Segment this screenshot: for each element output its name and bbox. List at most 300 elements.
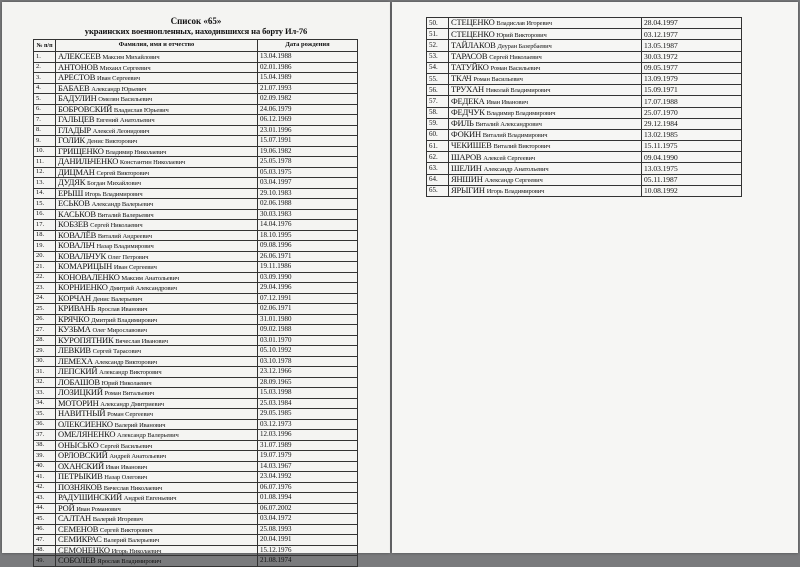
row-full-name — [56, 104, 258, 115]
table-header-row — [34, 40, 358, 52]
row-surname: ЕРЫШ — [58, 188, 84, 198]
row-birth-date: 15.03.1998 — [258, 388, 358, 399]
row-number: 41. — [34, 472, 56, 483]
row-given-names: Александр Валерьевич — [117, 432, 179, 439]
row-surname: ЧЕКИШЕВ — [451, 140, 492, 151]
row-surname: АЛЕКСЕЕВ — [58, 51, 101, 61]
row-surname: ДИЦМАН — [58, 167, 95, 177]
table-row — [34, 125, 358, 136]
row-full-name — [56, 293, 258, 304]
row-birth-date: 25.07.1970 — [642, 107, 742, 118]
table-row — [34, 440, 358, 451]
row-birth-date: 12.03.1996 — [258, 430, 358, 441]
row-number: 6. — [34, 104, 56, 115]
table-row — [34, 251, 358, 262]
row-surname: КОМАРИЦЫН — [58, 261, 113, 271]
row-given-names: Валерий Игоревич — [92, 516, 143, 523]
row-birth-date: 26.06.1971 — [258, 251, 358, 262]
row-given-names: Сергей Николаевич — [90, 222, 143, 229]
row-surname: ЛЕВКИВ — [58, 345, 91, 355]
row-surname: РОЙ — [58, 503, 75, 513]
row-surname: МОТОРИН — [58, 398, 99, 408]
row-number: 7. — [34, 115, 56, 126]
row-full-name — [56, 209, 258, 220]
row-full-name — [56, 314, 258, 325]
row-surname: БАДУЛИН — [58, 93, 97, 103]
row-given-names: Виталий Александрович — [475, 121, 542, 129]
row-birth-date: 10.08.1992 — [642, 185, 742, 196]
row-birth-date: 29.12.1984 — [642, 118, 742, 129]
row-number: 17. — [34, 220, 56, 231]
row-full-name — [449, 107, 642, 118]
row-number: 27. — [34, 325, 56, 336]
row-full-name — [449, 185, 642, 196]
table-row — [427, 51, 742, 62]
row-number: 2. — [34, 62, 56, 73]
row-birth-date: 03.04.1972 — [258, 514, 358, 525]
row-surname: ГОЛИК — [58, 135, 85, 145]
row-birth-date: 15.04.1989 — [258, 73, 358, 84]
row-number: 9. — [34, 136, 56, 147]
row-birth-date: 15.11.1975 — [642, 141, 742, 152]
row-given-names: Вячеслав Иванович — [115, 337, 168, 345]
row-given-names: Деуран Базербаевич — [497, 42, 552, 50]
row-number: 59. — [427, 118, 449, 129]
row-number: 18. — [34, 230, 56, 241]
row-birth-date: 03.12.1977 — [642, 29, 742, 40]
row-given-names: Александр Викторович — [99, 369, 162, 376]
row-full-name — [56, 125, 258, 136]
table-row — [34, 472, 358, 483]
row-given-names: Владислав Игоревич — [496, 20, 552, 28]
row-number: 43. — [34, 493, 56, 504]
row-full-name — [56, 178, 258, 189]
row-surname: КУЗЬМА — [58, 324, 91, 334]
table-row — [34, 272, 358, 283]
row-birth-date: 02.09.1982 — [258, 94, 358, 105]
row-birth-date: 02.06.1971 — [258, 304, 358, 315]
row-surname: ОМЕЛЯНЕНКО — [58, 429, 116, 439]
row-birth-date: 25.08.1993 — [258, 524, 358, 535]
row-full-name — [56, 409, 258, 420]
row-given-names: Сергей Николаевич — [489, 53, 542, 61]
row-birth-date: 03.12.1973 — [258, 419, 358, 430]
row-birth-date: 29.04.1996 — [258, 283, 358, 294]
row-surname: КОВАЛЬЧУК — [58, 251, 106, 261]
table-row — [34, 335, 358, 346]
row-number: 62. — [427, 152, 449, 163]
table-row — [34, 409, 358, 420]
row-surname: ПЕТРЫКИВ — [58, 471, 103, 481]
row-given-names: Александр Викторович — [94, 358, 158, 366]
row-given-names: Игорь Владимирович — [486, 188, 545, 196]
row-number: 11. — [34, 157, 56, 168]
table-row — [427, 62, 742, 73]
row-surname: ЛЕПСКИЙ — [58, 366, 98, 376]
row-birth-date: 28.04.1997 — [642, 18, 742, 29]
row-given-names: Роман Васильевич — [490, 65, 541, 73]
table-row — [34, 388, 358, 399]
row-number: 47. — [34, 535, 56, 546]
row-surname: КОРНИЕНКО — [58, 282, 108, 292]
row-surname: КРЯЧКО — [58, 314, 90, 324]
row-given-names: Олег Мирославович — [92, 327, 147, 334]
row-given-names: Владислав Юрьевич — [113, 106, 169, 114]
table-row — [34, 241, 358, 252]
row-full-name — [449, 118, 642, 129]
table-row — [34, 356, 358, 367]
names-table-right — [426, 17, 742, 197]
table-row — [34, 503, 358, 514]
row-given-names: Валерий Валерьевич — [103, 537, 160, 544]
row-given-names: Сергей Викторович — [99, 526, 153, 534]
row-birth-date: 19.06.1982 — [258, 146, 358, 157]
row-surname: БАБАЕВ — [58, 83, 90, 93]
table-row — [427, 18, 742, 29]
row-given-names: Юрий Николаевич — [101, 379, 152, 387]
row-surname: КОРЧАН — [58, 293, 91, 303]
table-row — [34, 556, 358, 567]
document-subtitle: украинских военнопленных, находившихся на борту Ил-76 — [84, 26, 308, 36]
row-full-name — [56, 136, 258, 147]
row-full-name — [56, 83, 258, 94]
row-birth-date: 13.04.1988 — [258, 52, 358, 63]
row-number: 13. — [34, 178, 56, 189]
row-birth-date: 28.09.1965 — [258, 377, 358, 388]
row-full-name — [56, 524, 258, 535]
row-given-names: Владимир Николаевич — [105, 148, 167, 156]
row-birth-date: 02.01.1986 — [258, 62, 358, 73]
row-number: 26. — [34, 314, 56, 325]
row-surname: ОЛЕКСИЕНКО — [58, 419, 113, 429]
table-row — [34, 115, 358, 126]
row-full-name — [56, 241, 258, 252]
document-page-right — [392, 2, 798, 553]
row-surname: ШАРОВ — [451, 151, 482, 162]
row-given-names: Назар Олегович — [104, 474, 148, 481]
row-surname: ГЛАДЫР — [58, 125, 91, 135]
row-given-names: Денис Викторович — [86, 138, 138, 145]
row-number: 63. — [427, 163, 449, 174]
row-full-name — [56, 283, 258, 294]
row-surname: ФИЛЬ — [451, 118, 474, 129]
table-row — [427, 174, 742, 185]
row-full-name — [56, 514, 258, 525]
row-number: 3. — [34, 73, 56, 84]
row-full-name — [56, 262, 258, 273]
row-full-name — [56, 535, 258, 546]
row-number: 38. — [34, 440, 56, 451]
row-number: 55. — [427, 73, 449, 84]
row-full-name — [56, 220, 258, 231]
row-surname: ТАРАСОВ — [451, 51, 488, 61]
row-full-name — [449, 163, 642, 174]
row-full-name — [56, 325, 258, 336]
row-full-name — [56, 62, 258, 73]
row-number: 5. — [34, 94, 56, 105]
row-birth-date: 03.04.1997 — [258, 178, 358, 189]
row-surname: ГРИЩЕНКО — [58, 146, 104, 156]
row-number: 12. — [34, 167, 56, 178]
row-given-names: Юрий Викторович — [496, 31, 547, 39]
table-row — [427, 163, 742, 174]
row-surname: ДУДЯК — [58, 177, 86, 187]
row-full-name — [449, 141, 642, 152]
row-full-name — [56, 167, 258, 178]
row-birth-date: 13.05.1987 — [642, 40, 742, 51]
row-surname: ТАЙЛАКОВ — [451, 39, 496, 50]
row-surname: НАВИТНЫЙ — [58, 408, 106, 418]
table-row — [34, 514, 358, 525]
table-row — [34, 62, 358, 73]
row-number: 14. — [34, 188, 56, 199]
row-surname: СЕМОНЕНКО — [58, 545, 110, 555]
row-full-name — [56, 377, 258, 388]
row-number: 61. — [427, 141, 449, 152]
row-number: 44. — [34, 503, 56, 514]
row-given-names: Сергей Тарасович — [92, 348, 141, 355]
row-surname: КОНОВАЛЕНКО — [58, 272, 120, 282]
row-surname: ГАЛЬЦЕВ — [58, 114, 95, 124]
header-full-name: Фамилия, имя и отчество — [56, 40, 258, 52]
table-row — [34, 293, 358, 304]
row-surname: САЛТАН — [58, 513, 91, 523]
row-given-names: Александр Дмитриевич — [100, 400, 164, 408]
row-surname: КОВАЛЬЧ — [58, 240, 95, 250]
row-full-name — [56, 493, 258, 504]
row-birth-date: 15.12.1976 — [258, 545, 358, 556]
row-given-names: Александр Валерьевич — [91, 201, 154, 208]
row-surname: ОНЬІСЬКО — [58, 440, 99, 450]
table-row — [34, 52, 358, 63]
row-surname: СОБОЛЕВ — [58, 555, 96, 565]
row-given-names: Дмитрий Владимирович — [91, 316, 158, 324]
row-surname: КОБЗЕВ — [58, 219, 89, 229]
row-given-names: Евгений Анатольевич — [96, 117, 155, 124]
row-given-names: Ярослав Иванович — [97, 306, 148, 313]
table-row — [34, 157, 358, 168]
row-given-names: Виталий Валерьевич — [97, 211, 154, 219]
row-full-name — [449, 174, 642, 185]
row-birth-date: 14.04.1976 — [258, 220, 358, 231]
row-birth-date: 06.07.1976 — [258, 482, 358, 493]
row-number: 48. — [34, 545, 56, 556]
row-birth-date: 20.04.1991 — [258, 535, 358, 546]
table-row — [34, 262, 358, 273]
row-surname: ДАНИЛЬЧЕНКО — [58, 156, 119, 166]
row-surname: СЕМИКРАС — [58, 534, 102, 544]
row-number: 65. — [427, 185, 449, 196]
row-surname: ЛОЗИЦКИЙ — [58, 387, 103, 397]
row-number: 36. — [34, 419, 56, 430]
document-title: Список «65» — [170, 16, 222, 26]
row-number: 60. — [427, 129, 449, 140]
row-given-names: Валерий Иванович — [114, 421, 166, 429]
row-full-name — [56, 146, 258, 157]
row-full-name — [56, 451, 258, 462]
table-row — [34, 482, 358, 493]
row-birth-date: 03.10.1978 — [258, 356, 358, 367]
row-number: 28. — [34, 335, 56, 346]
row-given-names: Александр Сергеевич — [484, 176, 543, 184]
row-full-name — [56, 73, 258, 84]
row-number: 16. — [34, 209, 56, 220]
table-row — [34, 73, 358, 84]
row-number: 21. — [34, 262, 56, 273]
table-row — [427, 96, 742, 107]
row-full-name — [56, 356, 258, 367]
row-surname: ФЕДЕКА — [451, 95, 485, 106]
table-row — [34, 430, 358, 441]
row-birth-date: 19.07.1979 — [258, 451, 358, 462]
row-surname: ЯНШИН — [451, 174, 483, 184]
row-number: 40. — [34, 461, 56, 472]
row-surname: ЛОБАШОВ — [58, 377, 100, 387]
row-birth-date: 07.12.1991 — [258, 293, 358, 304]
table-row — [34, 188, 358, 199]
row-surname: ТРУХАН — [451, 84, 484, 95]
row-surname: СТЕЦЕНКО — [451, 17, 495, 28]
table-row — [34, 136, 358, 147]
row-given-names: Виталий Владимирович — [482, 132, 548, 140]
row-surname: КАСЬКОВ — [58, 209, 96, 219]
row-given-names: Владимир Владимирович — [486, 109, 556, 117]
row-surname: ТАТУЙКО — [451, 62, 489, 73]
table-row — [34, 367, 358, 378]
row-given-names: Олег Петрович — [107, 253, 149, 261]
row-number: 33. — [34, 388, 56, 399]
row-birth-date: 21.08.1974 — [258, 556, 358, 567]
row-full-name — [56, 545, 258, 556]
row-given-names: Сергей Викторович — [96, 169, 150, 177]
row-birth-date: 01.08.1994 — [258, 493, 358, 504]
table-row — [427, 129, 742, 140]
row-full-name — [56, 482, 258, 493]
row-birth-date: 31.01.1980 — [258, 314, 358, 325]
table-row — [34, 230, 358, 241]
row-number: 53. — [427, 51, 449, 62]
row-number: 29. — [34, 346, 56, 357]
table-row — [34, 535, 358, 546]
row-given-names: Андрей Евгеньевич — [123, 495, 177, 502]
row-number: 34. — [34, 398, 56, 409]
row-birth-date: 17.07.1988 — [642, 96, 742, 107]
row-birth-date: 29.10.1983 — [258, 188, 358, 199]
table-row — [427, 40, 742, 51]
row-number: 49. — [34, 556, 56, 567]
row-number: 22. — [34, 272, 56, 283]
table-row — [34, 545, 358, 556]
row-full-name — [56, 461, 258, 472]
row-surname: АРЕСТОВ — [58, 72, 96, 82]
table-row — [34, 524, 358, 535]
table-row — [34, 283, 358, 294]
row-full-name — [56, 388, 258, 399]
table-row — [34, 398, 358, 409]
row-surname: СЕМЕНОВ — [58, 524, 99, 534]
row-given-names: Михаил Сергеевич — [99, 64, 151, 72]
row-given-names: Игорь Николаевич — [111, 547, 162, 555]
table-row — [427, 152, 742, 163]
row-given-names: Константин Николаевич — [119, 159, 186, 166]
row-number: 10. — [34, 146, 56, 157]
row-full-name — [56, 367, 258, 378]
row-full-name — [449, 152, 642, 163]
header-number: № п/п — [34, 40, 56, 52]
row-full-name — [56, 157, 258, 168]
table-row — [34, 493, 358, 504]
row-birth-date: 03.09.1990 — [258, 272, 358, 283]
table-row — [427, 118, 742, 129]
row-birth-date: 13.03.1975 — [642, 163, 742, 174]
header-birth-date: Дата рождения — [258, 40, 358, 52]
row-given-names: Алексей Леонидович — [92, 127, 150, 135]
row-given-names: Роман Васильевич — [473, 76, 523, 84]
row-full-name — [449, 73, 642, 84]
row-number: 4. — [34, 83, 56, 94]
table-row — [34, 451, 358, 462]
row-surname: КУРОПЯТНИК — [58, 335, 114, 345]
row-surname: ЛЕМЕХА — [58, 356, 93, 366]
row-given-names: Виталий Викторович — [493, 143, 551, 151]
row-surname: ЕСЬКОВ — [58, 198, 90, 208]
row-given-names: Николай Владимирович — [485, 87, 551, 95]
row-birth-date: 21.07.1993 — [258, 83, 358, 94]
table-row — [34, 167, 358, 178]
table-body-left — [34, 52, 358, 567]
document-page-left — [2, 2, 390, 565]
row-surname: ТКАЧ — [451, 73, 472, 84]
row-surname: БОБРОВСКИЙ — [58, 104, 113, 114]
row-given-names: Иван Сергеевич — [96, 75, 140, 82]
row-surname: РАДУШИНСКИЙ — [58, 492, 122, 502]
row-birth-date: 24.06.1979 — [258, 104, 358, 115]
row-birth-date: 23.01.1996 — [258, 125, 358, 136]
row-full-name — [56, 346, 258, 357]
row-birth-date: 02.06.1988 — [258, 199, 358, 210]
row-number: 37. — [34, 430, 56, 441]
row-birth-date: 30.03.1972 — [642, 51, 742, 62]
row-birth-date: 05.11.1987 — [642, 174, 742, 185]
row-number: 15. — [34, 199, 56, 210]
row-surname: ОХАНСКИЙ — [58, 461, 104, 471]
table-row — [34, 304, 358, 315]
row-number: 57. — [427, 96, 449, 107]
table-row — [34, 220, 358, 231]
table-row — [34, 346, 358, 357]
table-row — [34, 377, 358, 388]
row-surname: СТЕЦЕНКО — [451, 28, 495, 39]
row-birth-date: 31.07.1989 — [258, 440, 358, 451]
row-surname: КРИВАНЬ — [58, 303, 96, 313]
row-birth-date: 06.07.2002 — [258, 503, 358, 514]
table-row — [34, 419, 358, 430]
row-birth-date: 09.02.1988 — [258, 325, 358, 336]
row-given-names: Иван Романович — [76, 505, 121, 513]
row-given-names: Денис Валерьевич — [92, 295, 143, 303]
row-given-names: Игорь Владимирович — [84, 190, 143, 198]
row-full-name — [56, 188, 258, 199]
row-birth-date: 13.09.1979 — [642, 73, 742, 84]
row-number: 39. — [34, 451, 56, 462]
row-birth-date: 15.07.1991 — [258, 136, 358, 147]
row-full-name — [449, 96, 642, 107]
row-number: 23. — [34, 283, 56, 294]
row-number: 19. — [34, 241, 56, 252]
row-surname: КОВАЛЁВ — [58, 230, 97, 240]
table-row — [34, 199, 358, 210]
row-given-names: Алексей Сергеевич — [483, 154, 536, 162]
